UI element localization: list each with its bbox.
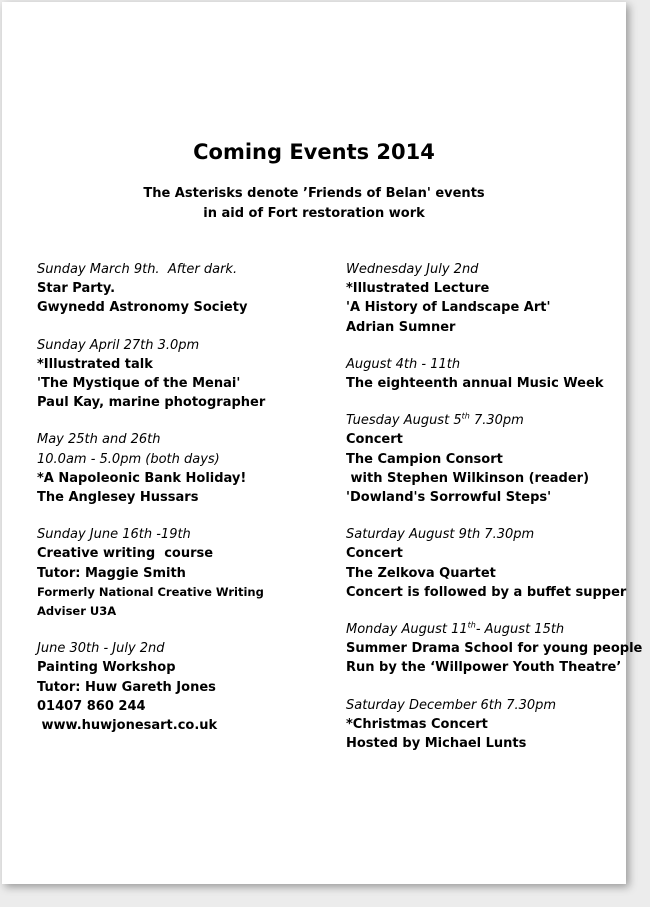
event-detail-line xyxy=(37,678,327,697)
line-text: Wednesday July 2nd xyxy=(346,262,479,277)
line-text: *Illustrated Lecture xyxy=(346,281,490,297)
line-text: 'A History of Landscape Art' xyxy=(346,300,551,316)
event-date xyxy=(346,411,626,430)
event-detail-line xyxy=(346,564,626,583)
event-date xyxy=(37,336,327,355)
line-text: Tuesday August 5 xyxy=(346,413,462,429)
event-entry xyxy=(37,260,327,318)
line-text: Star Party. xyxy=(37,281,116,297)
event-detail-line xyxy=(346,430,626,449)
line-text: Sunday March 9th. After dark. xyxy=(37,262,238,277)
line-text: Saturday December 6th 7.30pm xyxy=(346,697,557,713)
line-text: *Illustrated talk xyxy=(37,356,153,372)
event-detail-line xyxy=(37,393,327,412)
line-text: Tutor: Maggie Smith xyxy=(37,565,186,581)
line-text: August 4th - 11th xyxy=(346,356,461,372)
line-text: The Zelkova Quartet xyxy=(346,565,496,581)
line-text: Formerly National Creative Writing xyxy=(37,584,264,599)
line-text: Tutor: Huw Gareth Jones xyxy=(37,679,216,695)
event-detail-line xyxy=(346,298,626,317)
page-subtitle xyxy=(2,184,626,224)
event-detail-line xyxy=(37,697,327,716)
event-date xyxy=(37,525,327,544)
event-entry xyxy=(346,696,626,754)
line-text: Sunday June 16th -19th xyxy=(37,527,191,543)
line-text: Saturday August 9th 7.30pm xyxy=(346,527,535,543)
line-text-after: 7.30pm xyxy=(469,413,524,429)
event-entry xyxy=(346,260,626,337)
line-text: www.huwjonesart.co.uk xyxy=(37,718,218,734)
line-text: Painting Workshop xyxy=(37,660,176,676)
subtitle-line: in aid of Fort restoration work xyxy=(203,206,425,221)
line-text: *Christmas Concert xyxy=(346,716,488,732)
event-detail-line xyxy=(346,544,626,563)
event-detail-line xyxy=(346,639,643,658)
event-entry xyxy=(37,430,327,507)
event-detail-line xyxy=(37,355,327,374)
event-detail-line xyxy=(37,279,327,298)
event-detail-line xyxy=(37,298,327,317)
event-date xyxy=(346,355,626,374)
line-text: 'Dowland's Sorrowful Steps' xyxy=(346,490,552,506)
line-text: Run by the ‘Willpower Youth Theatre’ xyxy=(346,660,622,676)
event-detail-line xyxy=(346,583,626,602)
event-detail-line xyxy=(346,374,626,393)
line-text: The Campion Consort xyxy=(346,451,503,467)
line-text: Adviser U3A xyxy=(37,604,117,619)
line-text: Monday August 11 xyxy=(346,622,468,638)
event-detail-line xyxy=(37,469,327,488)
line-text: Sunday April 27th 3.0pm xyxy=(37,337,200,353)
event-detail-line xyxy=(346,488,626,507)
events-column-left xyxy=(37,260,327,753)
line-text: 01407 860 244 xyxy=(37,698,146,714)
line-text: Creative writing course xyxy=(37,546,214,562)
event-detail-line xyxy=(37,564,327,583)
page-title: Coming Events 2014 xyxy=(193,140,435,164)
event-detail-line xyxy=(346,658,626,677)
event-detail-line xyxy=(346,715,626,734)
line-text: *A Napoleonic Bank Holiday! xyxy=(37,470,247,486)
line-text-after: - August 15th xyxy=(475,622,565,638)
event-date xyxy=(346,696,626,715)
event-entry xyxy=(37,639,327,735)
line-text: Gwynedd Astronomy Society xyxy=(37,300,248,316)
subtitle-line: The Asterisks denote ’Friends of Belan' events xyxy=(143,186,485,201)
event-detail-line xyxy=(37,544,327,563)
event-detail-line xyxy=(346,450,626,469)
event-date xyxy=(346,620,626,639)
document-page xyxy=(2,2,643,884)
line-text: 10.0am - 5.0pm (both days) xyxy=(37,451,220,467)
line-text: Concert is followed by a buffet supper xyxy=(346,584,627,600)
event-date xyxy=(37,639,327,658)
event-detail-line xyxy=(346,734,626,753)
line-text: Summer Drama School for young people xyxy=(346,641,643,657)
line-text: May 25th and 26th xyxy=(37,432,161,448)
ordinal-suffix: th xyxy=(461,411,470,421)
line-text: Paul Kay, marine photographer xyxy=(37,395,266,411)
event-date xyxy=(37,260,327,279)
event-detail-line xyxy=(37,602,327,621)
event-entry xyxy=(37,336,327,413)
event-entry xyxy=(346,525,626,602)
event-entry xyxy=(346,620,643,678)
line-text: Adrian Sumner xyxy=(346,319,456,335)
line-text: The eighteenth annual Music Week xyxy=(346,376,604,392)
event-entry xyxy=(37,525,327,621)
line-text: Concert xyxy=(346,546,403,562)
event-detail-line xyxy=(346,279,626,298)
event-detail-line xyxy=(37,450,327,469)
line-text: June 30th - July 2nd xyxy=(37,641,165,657)
line-text: with Stephen Wilkinson (reader) xyxy=(346,470,590,486)
line-text: Hosted by Michael Lunts xyxy=(346,736,527,752)
event-detail-line xyxy=(37,716,327,735)
event-detail-line xyxy=(37,583,327,602)
event-detail-line xyxy=(346,469,626,488)
ordinal-suffix: th xyxy=(467,620,476,630)
event-detail-line xyxy=(37,658,327,677)
event-date xyxy=(37,430,327,449)
event-date xyxy=(346,525,626,544)
event-detail-line xyxy=(346,318,626,337)
line-text: 'The Mystique of the Menai' xyxy=(37,376,241,392)
events-column-right xyxy=(346,260,643,771)
event-detail-line xyxy=(37,488,327,507)
event-date xyxy=(346,260,626,279)
event-entry xyxy=(346,411,626,507)
event-detail-line xyxy=(37,374,327,393)
line-text: Concert xyxy=(346,432,403,448)
event-entry xyxy=(346,355,626,393)
line-text: The Anglesey Hussars xyxy=(37,490,199,506)
